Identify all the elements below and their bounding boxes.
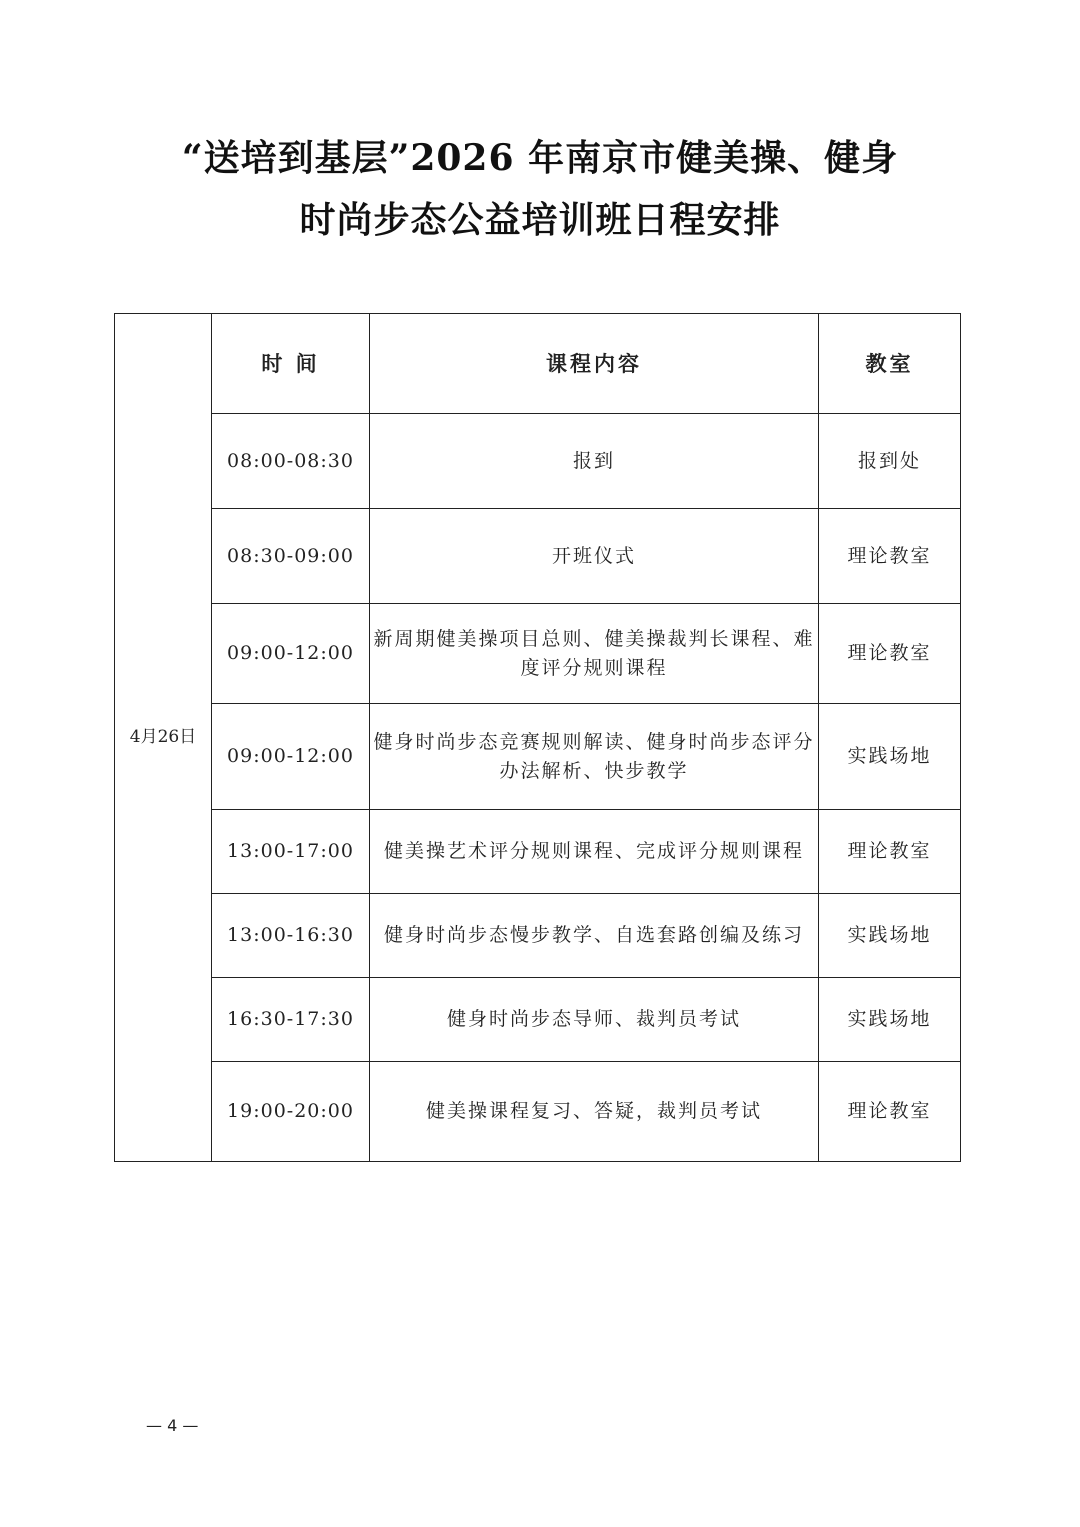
page-number: — 4 — xyxy=(146,1416,199,1435)
room-cell: 理论教室 xyxy=(819,810,961,894)
content-cell: 健身时尚步态竞赛规则解读、健身时尚步态评分办法解析、快步教学 xyxy=(370,704,819,810)
document-title-line2: 时尚步态公益培训班日程安排 xyxy=(299,199,781,241)
time-cell: 09:00-12:00 xyxy=(212,704,370,810)
schedule-table xyxy=(114,313,961,1162)
header-room: 教室 xyxy=(819,314,961,414)
room-cell: 实践场地 xyxy=(819,704,961,810)
header-time: 时 间 xyxy=(212,314,370,414)
time-cell: 08:00-08:30 xyxy=(212,414,370,509)
content-cell: 开班仪式 xyxy=(370,509,819,604)
table-row xyxy=(115,894,961,978)
table-row xyxy=(115,604,961,704)
time-cell: 09:00-12:00 xyxy=(212,604,370,704)
time-cell: 16:30-17:30 xyxy=(212,978,370,1062)
table-row xyxy=(115,704,961,810)
table-row xyxy=(115,509,961,604)
content-cell: 新周期健美操项目总则、健美操裁判长课程、难度评分规则课程 xyxy=(370,604,819,704)
room-cell: 理论教室 xyxy=(819,509,961,604)
content-cell: 健美操艺术评分规则课程、完成评分规则课程 xyxy=(370,810,819,894)
header-content: 课程内容 xyxy=(370,314,819,414)
table-row xyxy=(115,414,961,509)
time-cell: 08:30-09:00 xyxy=(212,509,370,604)
time-cell: 13:00-16:30 xyxy=(212,894,370,978)
table-row xyxy=(115,1062,961,1162)
room-cell: 实践场地 xyxy=(819,978,961,1062)
content-cell: 健身时尚步态导师、裁判员考试 xyxy=(370,978,819,1062)
room-cell: 理论教室 xyxy=(819,604,961,704)
room-cell: 实践场地 xyxy=(819,894,961,978)
date-cell: 4月26日 xyxy=(115,314,212,1162)
time-cell: 19:00-20:00 xyxy=(212,1062,370,1162)
room-cell: 理论教室 xyxy=(819,1062,961,1162)
document-title-line1: “送培到基层”2026 年南京市健美操、健身 xyxy=(181,137,899,179)
content-cell: 健美操课程复习、答疑，裁判员考试 xyxy=(370,1062,819,1162)
room-cell: 报到处 xyxy=(819,414,961,509)
table-row xyxy=(115,978,961,1062)
content-cell: 健身时尚步态慢步教学、自选套路创编及练习 xyxy=(370,894,819,978)
time-cell: 13:00-17:00 xyxy=(212,810,370,894)
table-header-row xyxy=(115,314,961,414)
content-cell: 报到 xyxy=(370,414,819,509)
table-row xyxy=(115,810,961,894)
